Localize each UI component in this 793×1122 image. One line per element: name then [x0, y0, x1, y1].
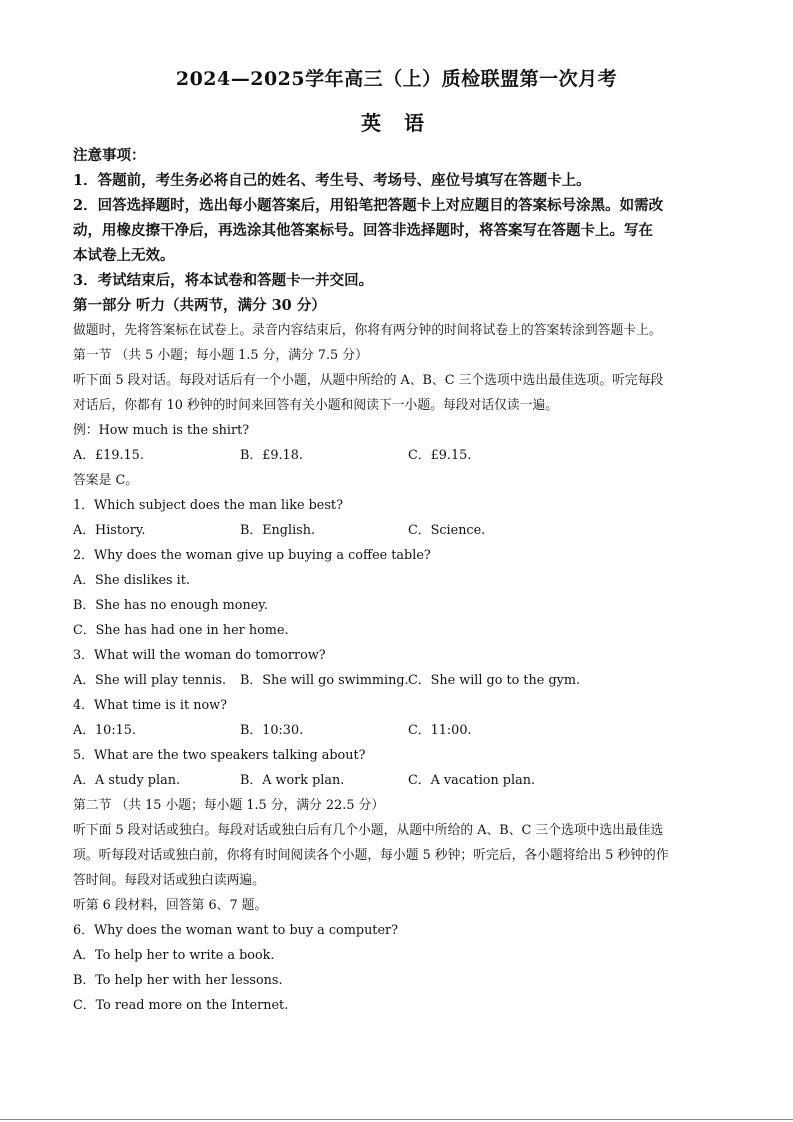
material-6-heading: 听第 6 段材料，回答第 6、7 题。	[73, 898, 268, 913]
notice-heading: 注意事项：	[73, 147, 146, 164]
notice-item-3: 3．考试结束后，将本试卷和答题卡一并交回。	[73, 272, 374, 289]
question-3: 3．What will the woman do tomorrow?	[73, 648, 326, 663]
example-question: 例：How much is the shirt?	[73, 423, 250, 438]
section2-instruction-line-3: 答时间。每段对话或独白读两遍。	[73, 873, 265, 888]
q2-option-b: B．She has no enough money.	[73, 598, 268, 613]
q5-option-b: B．A work plan.	[240, 773, 345, 788]
part1-instruction: 做题时，先将答案标在试卷上。录音内容结束后，你将有两分钟的时间将试卷上的答案转涂到答题卡上。	[73, 323, 662, 338]
notice-item-1: 1．答题前，考生务必将自己的姓名、考生号、考场号、座位号填写在答题卡上。	[73, 172, 591, 189]
example-option-b: B．£9.18.	[240, 448, 303, 463]
q6-option-a: A．To help her to write a book.	[73, 948, 275, 963]
question-6: 6．Why does the woman want to buy a computer?	[73, 923, 399, 938]
q4-option-c: C．11:00.	[408, 723, 472, 738]
q2-option-c: C．She has had one in her home.	[73, 623, 289, 638]
notice-item-2-line-1: 2．回答选择题时，选出每小题答案后，用铅笔把答题卡上对应题目的答案标号涂黑。如需改	[73, 197, 664, 214]
section2-instruction-line-1: 听下面 5 段对话或独白。每段对话或独白后有几个小题，从题中所给的 A、B、C 三个选项中选出最佳选	[73, 823, 664, 838]
q4-option-a: A．10:15.	[73, 723, 136, 738]
q5-option-a: A．A study plan.	[73, 773, 181, 788]
question-4: 4．What time is it now?	[73, 698, 227, 713]
question-2: 2．Why does the woman give up buying a coffee table?	[73, 548, 431, 563]
q1-option-a: A．History.	[73, 523, 146, 538]
question-1: 1．Which subject does the man like best?	[73, 498, 343, 513]
q6-option-c: C．To read more on the Internet.	[73, 998, 289, 1013]
subject-title: 英 语	[361, 111, 432, 135]
q1-option-c: C．Science.	[408, 523, 486, 538]
example-answer: 答案是 C。	[73, 473, 139, 488]
section1-instruction-line-2: 对话后，你都有 10 秒钟的时间来回答有关小题和阅读下一小题。每段对话仅读一遍。	[73, 398, 559, 413]
exam-title: 2024—2025学年高三（上）质检联盟第一次月考	[175, 68, 618, 90]
q3-option-c: C．She will go to the gym.	[408, 673, 581, 688]
question-5: 5．What are the two speakers talking about?	[73, 748, 366, 763]
q4-option-b: B．10:30.	[240, 723, 304, 738]
section2-instruction-line-2: 项。听每段对话或独白前，你将有时间阅读各个小题，每小题 5 秒钟；听完后，各小题将给出 5 秒钟的作	[73, 848, 669, 863]
page-bottom-rule	[0, 1119, 793, 1120]
q5-option-c: C．A vacation plan.	[408, 773, 536, 788]
example-option-a: A．£19.15.	[73, 448, 144, 463]
q3-option-b: B．She will go swimming.	[240, 673, 409, 688]
notice-item-2-line-3: 本试卷上无效。	[73, 247, 175, 264]
example-option-c: C．£9.15.	[408, 448, 472, 463]
q6-option-b: B．To help her with her lessons.	[73, 973, 283, 988]
q1-option-b: B．English.	[240, 523, 316, 538]
q2-option-a: A．She dislikes it.	[73, 573, 190, 588]
notice-item-2-line-2: 动，用橡皮擦干净后，再选涂其他答案标号。回答非选择题时，将答案写在答题卡上。写在	[73, 222, 653, 239]
section2-heading: 第二节 （共 15 小题；每小题 1.5 分，满分 22.5 分）	[73, 798, 385, 813]
section1-instruction-line-1: 听下面 5 段对话。每段对话后有一个小题，从题中所给的 A、B、C 三个选项中选出最佳选项。听完每段	[73, 373, 664, 388]
q3-option-a: A．She will play tennis.	[73, 673, 227, 688]
part1-heading: 第一部分 听力（共两节，满分 30 分）	[73, 297, 326, 314]
section1-heading: 第一节 （共 5 小题；每小题 1.5 分，满分 7.5 分）	[73, 348, 368, 363]
